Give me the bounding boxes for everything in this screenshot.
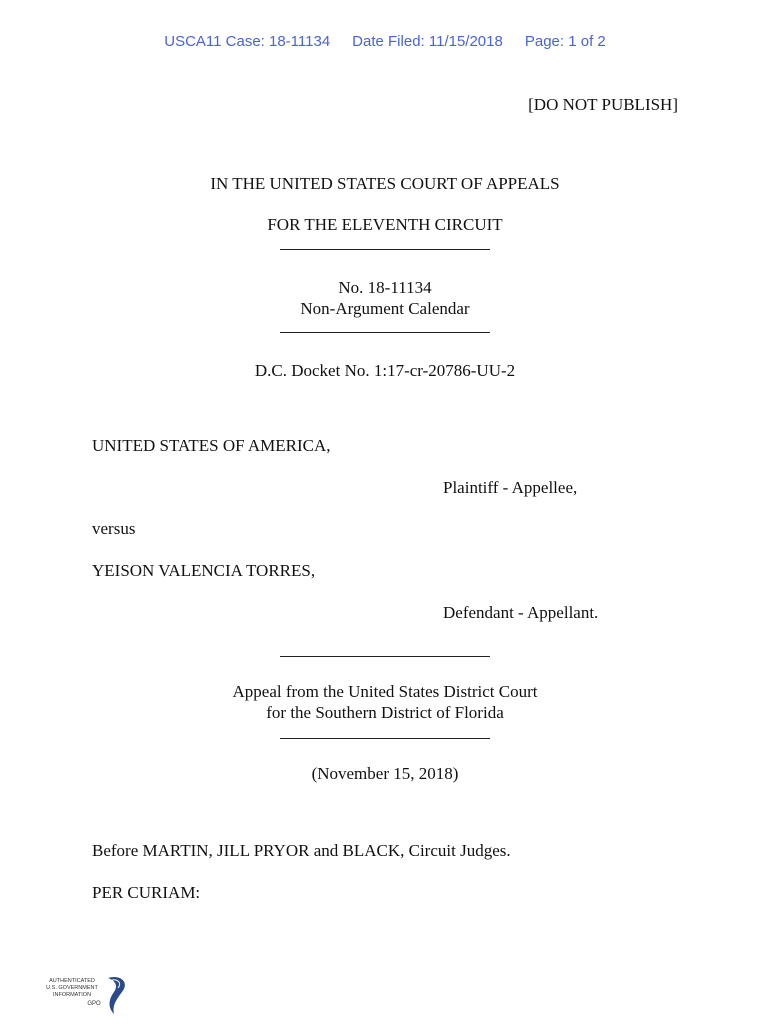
- filing-header: [0, 33, 770, 50]
- page-count-header: Page: 1 of 2: [524, 33, 606, 50]
- versus-label: versus: [92, 519, 136, 538]
- divider-rule: [280, 656, 490, 657]
- date-filed-header: Date Filed: 11/15/2018: [352, 33, 503, 50]
- panel-judges: Before MARTIN, JILL PRYOR and BLACK, Circuit Judges.: [92, 841, 511, 860]
- divider-rule: [280, 249, 490, 250]
- plaintiff-role: Plaintiff - Appellee,: [443, 478, 578, 497]
- gpo-eagle-icon: [42, 972, 132, 1016]
- calendar-type: Non-Argument Calendar: [300, 299, 470, 318]
- svg-text:GPO: GPO: [87, 1001, 101, 1007]
- defendant-role: Defendant - Appellant.: [443, 603, 599, 622]
- appeal-origin: Appeal from the United States District Court: [232, 682, 538, 701]
- docket-number: D.C. Docket No. 1:17-cr-20786-UU-2: [254, 361, 516, 380]
- court-name: IN THE UNITED STATES COURT OF APPEALS: [210, 174, 560, 193]
- circuit-name: FOR THE ELEVENTH CIRCUIT: [267, 215, 503, 234]
- appeal-district: for the Southern District of Florida: [266, 703, 504, 722]
- divider-rule: [280, 738, 490, 739]
- per-curiam-heading: PER CURIAM:: [92, 883, 201, 902]
- case-number: No. 18-11134: [338, 278, 432, 297]
- svg-text:U.S. GOVERNMENT: U.S. GOVERNMENT: [46, 985, 98, 991]
- defendant-name: YEISON VALENCIA TORRES,: [92, 561, 316, 580]
- decision-date: (November 15, 2018): [311, 764, 459, 783]
- plaintiff-name: UNITED STATES OF AMERICA,: [92, 436, 331, 455]
- svg-text:AUTHENTICATED: AUTHENTICATED: [49, 978, 95, 984]
- svg-text:INFORMATION: INFORMATION: [52, 992, 92, 998]
- divider-rule: [280, 332, 490, 333]
- gpo-authentication-seal: [42, 972, 132, 1016]
- publish-flag: [DO NOT PUBLISH]: [528, 95, 678, 114]
- case-number-header: USCA11 Case: 18-11134: [164, 33, 331, 50]
